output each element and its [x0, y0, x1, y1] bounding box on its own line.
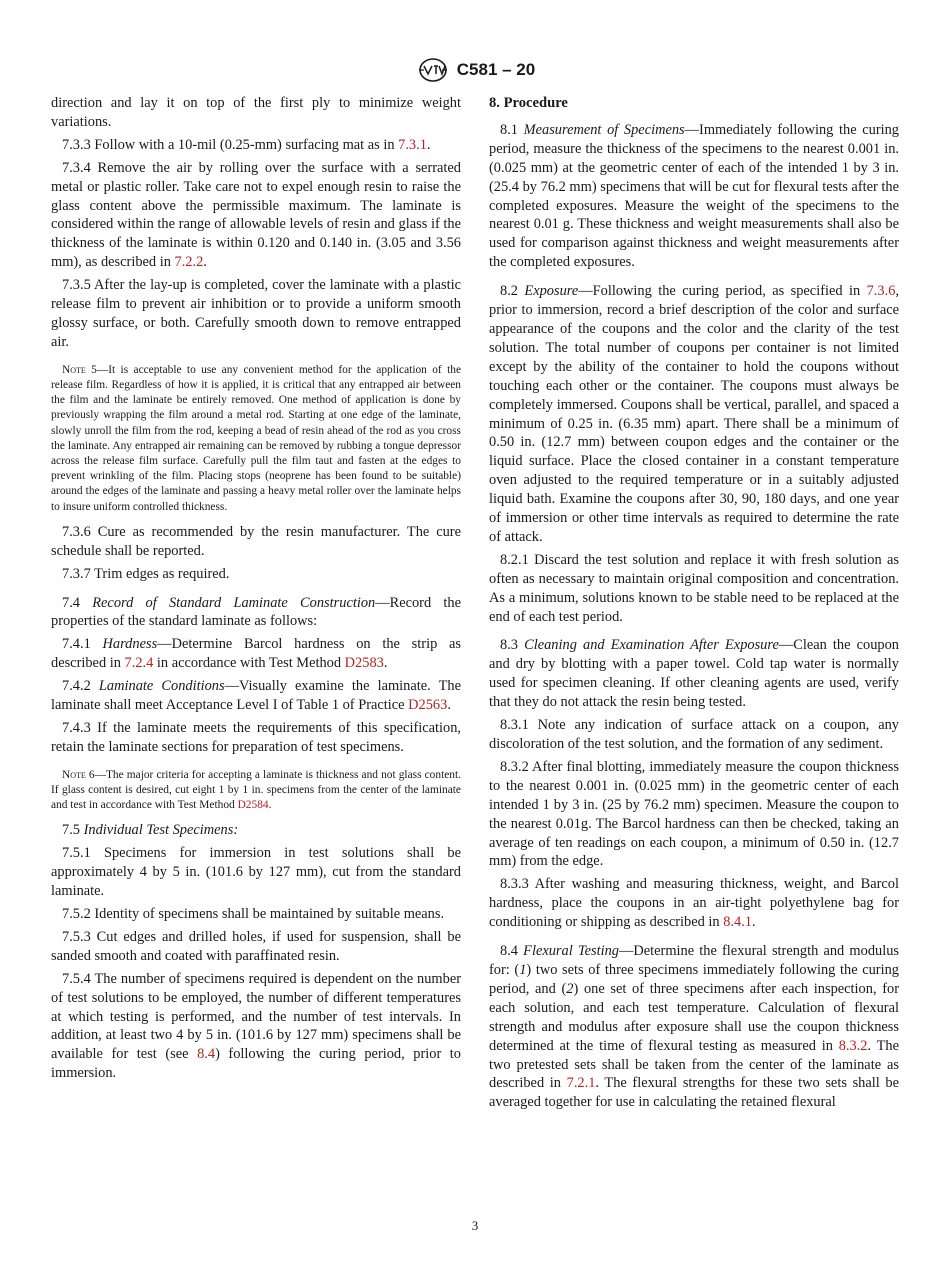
section-link-7-3-6[interactable]: 7.3.6	[866, 283, 896, 300]
section-link-7-2-4[interactable]: 7.2.4	[124, 655, 154, 672]
paragraph-7-3-7: 7.3.7 Trim edges as required.	[62, 565, 230, 582]
paragraph-7-5-1: 7.5.1 Specimens for immersion in test solutions shall be approximately 4 by 5 in. (101.6 by 127 mm), cut from the standard laminate.	[51, 845, 461, 900]
paragraph-7-5-3: 7.5.3 Cut edges and drilled holes, if used for suspension, shall be sanded smooth and coated with paraffinated resin.	[51, 928, 461, 964]
paragraph-7-3-2-end: direction and lay it on top of the first ply to minimize weight variations.	[51, 95, 461, 130]
paragraph-7-3-5: 7.3.5 After the lay-up is completed, cover the laminate with a plastic release film to prevent air inhibition or to provide a uniform smooth glossy surface, or both. Carefully smooth down to remove entrapped air.	[51, 277, 461, 350]
paragraph-8-3-2: 8.3.2 After final blotting, immediately measure the coupon thickness to the nearest 0.001 in. (0.025 mm) in the geometric center of each intended 1 by 3 in. (25 by 76.2 mm) specimen. Measure the coupon to the nearest 0.01g. The Barcol hardness can then be checked, taking an average of ten readings on each coupon, a minimum of 0.50 in. (12.7 mm) from the edge.	[489, 758, 899, 870]
note-label: Note 6	[62, 768, 95, 781]
designation: C581 – 20	[456, 60, 536, 79]
paragraph-7-4: 7.4 Record of Standard Laminate Construction—Record the properties of the standard laminate as follows:	[51, 594, 461, 630]
section-heading-procedure: 8. Procedure	[489, 95, 568, 111]
paragraph-7-4-1: 7.4.1 Hardness—Determine Barcol hardness on the strip as described in 7.2.4 in accordance with Test Method D2583.	[51, 636, 461, 672]
paragraph-7-5: 7.5 Individual Test Specimens:	[62, 822, 239, 839]
right-column	[489, 94, 899, 1116]
paragraph-8-3: 8.3 Cleaning and Examination After Exposure—Clean the coupon and dry by blotting with a paper towel. Cold tap water is normally used for specimen cleaning. If other cleaning agents are used, verify that they do not attack the resin being tested.	[489, 637, 899, 711]
paragraph-7-3-6: 7.3.6 Cure as recommended by the resin manufacturer. The cure schedule shall be reported.	[51, 523, 461, 559]
section-link-7-3-1[interactable]: 7.3.1	[398, 136, 427, 153]
note-label: Note 5	[62, 363, 97, 376]
standard-link-d2563[interactable]: D2563	[408, 697, 448, 714]
paragraph-7-3-3: 7.3.3 Follow with a 10-mil (0.25-mm) surfacing mat as in 7.3.1.	[62, 136, 431, 153]
section-link-8-4-1[interactable]: 8.4.1	[723, 914, 752, 931]
section-link-7-2-2[interactable]: 7.2.2	[174, 254, 204, 271]
note-6: Note 6—The major criteria for accepting a laminate is thickness and not glass content. If glass content is desired, cut eight 1 by 1 in. specimens from the center of the laminate and test in accordance with Test Method D2584.	[51, 768, 461, 812]
astm-logo	[415, 58, 451, 82]
left-column	[51, 94, 461, 1087]
page-number: 3	[471, 1218, 479, 1233]
section-link-8-3-2[interactable]: 8.3.2	[838, 1037, 868, 1054]
section-link-7-2-1[interactable]: 7.2.1	[566, 1075, 596, 1092]
paragraph-7-4-2: 7.4.2 Laminate Conditions—Visually examine the laminate. The laminate shall meet Acceptance Level I of Table 1 of Practice D2563.	[51, 678, 461, 714]
paragraph-7-5-4: 7.5.4 The number of specimens required is dependent on the number of test solutions to be employed, the number of different temperatures at which testing is performed, and the number of test intervals. In addition, at least two 4 by 5 in. (101.6 by 127 mm) specimens shall be available for test (see 8.4) following the curing period, prior to immersion.	[51, 970, 461, 1082]
paragraph-8-2-1: 8.2.1 Discard the test solution and replace it with fresh solution as often as necessary to maintain original composition and concentration. As a minimum, solutions known to be stable need to be replaced at the end of each test period.	[489, 551, 899, 625]
paragraph-8-4: 8.4 Flexural Testing—Determine the flexural strength and modulus for: (1) two sets of three specimens immediately following the curing period, and (2) one set of three specimens after each inspection, for each solution, and each test temperature. Calculation of flexural strength and modulus after exposure shall use the coupon thickness determined at the time of flexural testing as measured in 8.3.2. The two pretested sets shall be taken from the center of the laminate as described in 7.2.1. The flexural strengths for these two sets shall be averaged together for use in calculating the retained flexural	[489, 943, 899, 1111]
page-header	[0, 58, 950, 82]
standard-link-d2584[interactable]: D2584	[237, 799, 269, 812]
paragraph-8-3-3: 8.3.3 After washing and measuring thickness, weight, and Barcol hardness, place the coupons in an air-tight polyethylene bag for conditioning or shipping as described in 8.4.1.	[489, 876, 899, 931]
paragraph-7-5-2: 7.5.2 Identity of specimens shall be maintained by suitable means.	[62, 906, 445, 923]
paragraph-7-4-3: 7.4.3 If the laminate meets the requirements of this specification, retain the laminate sections for preparation of test specimens.	[51, 719, 461, 755]
standard-link-d2583[interactable]: D2583	[344, 655, 384, 672]
section-link-8-4[interactable]: 8.4	[197, 1046, 216, 1063]
paragraph-8-1: 8.1 Measurement of Specimens—Immediately following the curing period, measure the thickness of the specimens to the nearest 0.001 in. (0.025 mm) at the geometric center of each of the intended 1 by 3 in. (25.4 by 76.2 mm) specimens that will be cut for flexural tests after the completed exposures. Measure the weight of the specimens to the nearest 0.01 g. These thickness and weight measurements shall also be used for comparison against thickness and weight measurements after the completed exposures.	[489, 121, 900, 271]
paragraph-7-3-4: 7.3.4 Remove the air by rolling over the surface with a serrated metal or plastic roller. Take care not to expel enough resin to raise the glass content above the permissible maximum. The laminate is considered within the range of allowable levels of resin and glass if the thickness of the laminate is within 0.120 and 0.140 in. (3.05 and 3.56 mm), as described in 7.2.2.	[51, 159, 461, 271]
section-title: Record of Standard Laminate Construction	[92, 594, 376, 611]
paragraph-8-2: 8.2 Exposure—Following the curing period, as specified in 7.3.6, prior to immersion, record a brief description of the color and surface appearance of the coupons and the color and the clarity of the test solution. The total number of coupons per container is not limited except by the ability of the container to hold the coupons without touching each other or the container. The coupons must always be completely immersed. Coupons shall be vertical, parallel, and spaced a minimum of 0.25 in. (6.35 mm) apart. There shall be a minimum of 0.50 in. (12.7 mm) between coupon edges and the container or the liquid surface. Place the closed container in a constant temperature oven adjusted to the required temperature or in a suitably adjusted liquid bath. Examine the coupons after 30, 90, 180 days, and one year of immersion or other time intervals as required to determine the rate of attack.	[489, 283, 899, 545]
note-5: Note 5—It is acceptable to use any convenient method for the application of the release film. Regardless of how it is applied, it is critical that any entrapped air between the film and the laminate be entirely removed. One method of application is done by previously wrapping the film around a metal rod. Starting at one edge of the laminate, slowly unroll the film from the rod, keeping a bead of resin ahead of the rod as you cross the laminate. Any entrapped air remaining can be removed by rubbing a tongue depressor across the release film surface. Carefully pull the film taut and fasten at the edges to prevent wrinkling of the film. Placing stops (neoprene has been found to be suitable) around the edges of the laminate and passing a heavy metal roller over the laminate helps to insure uniform controlled thickness.	[51, 363, 461, 513]
paragraph-8-3-1: 8.3.1 Note any indication of surface attack on a coupon, any discoloration of the test solution, and the formation of any sediment.	[489, 717, 899, 752]
